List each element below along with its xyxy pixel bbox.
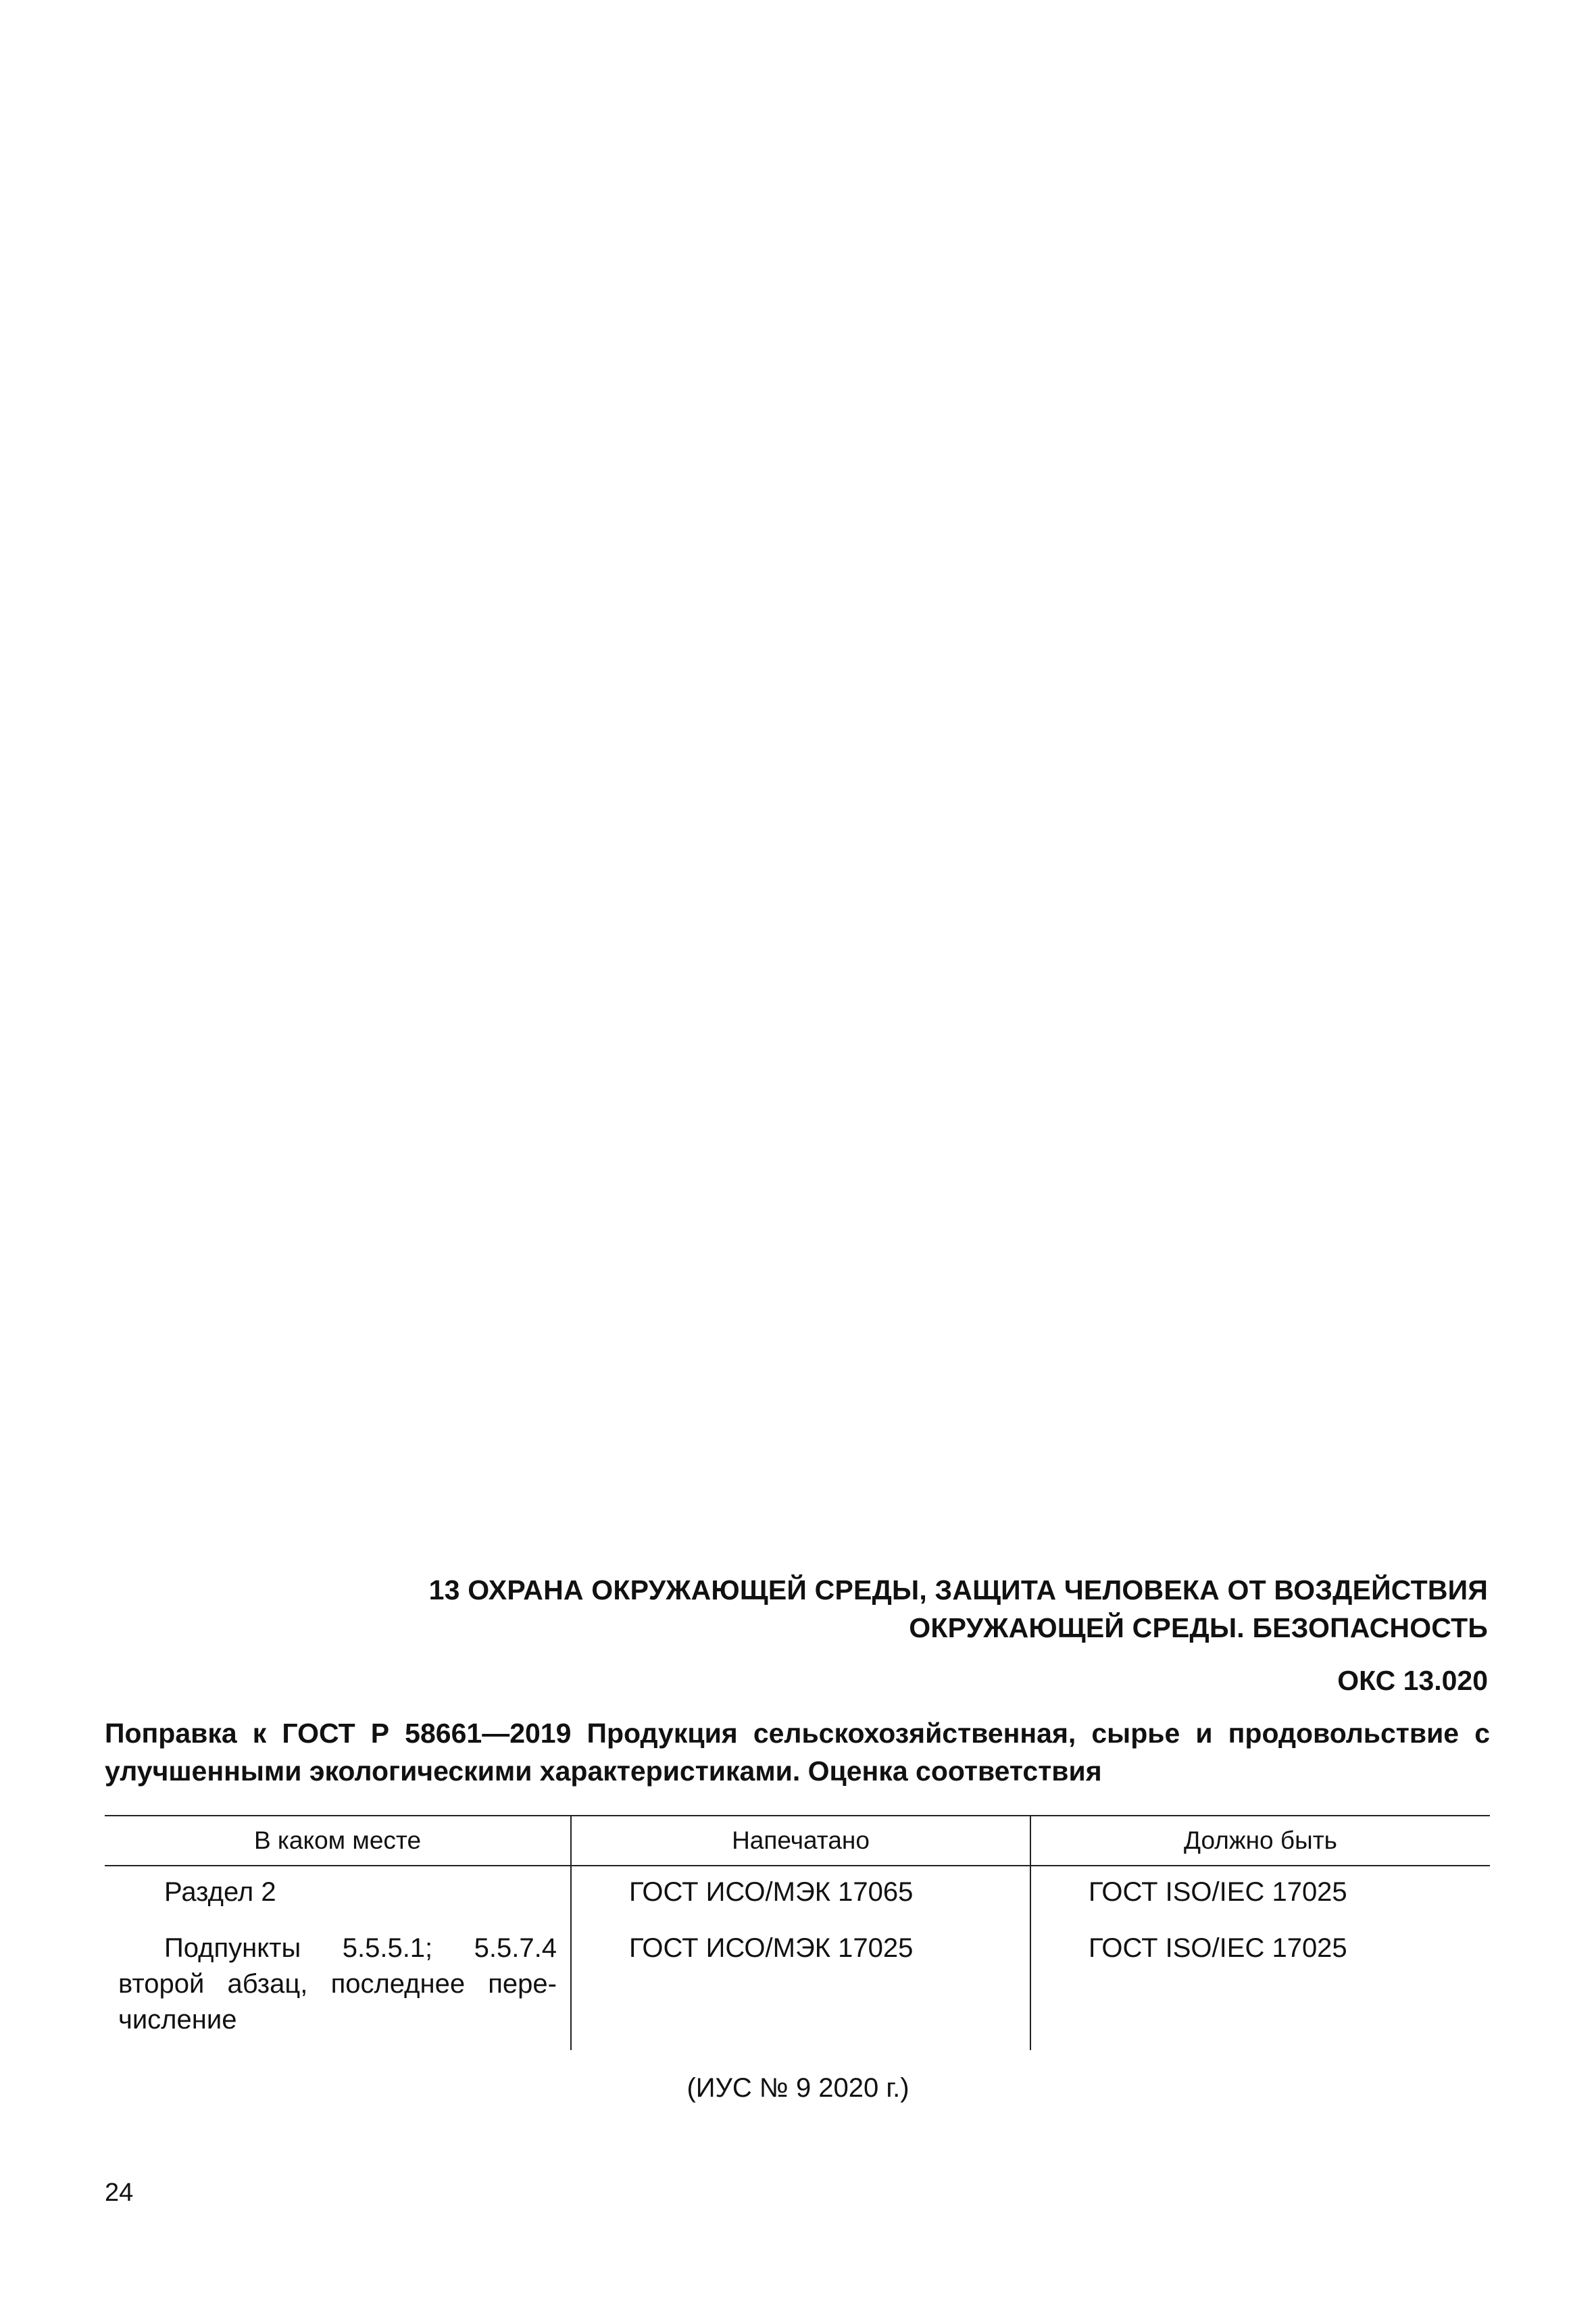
column-header-should-be: Должно быть [1030,1816,1490,1866]
table-row [105,1922,1490,2050]
cell-place-lead: Подпункты 5.5.5.1; 5.5.7.4 [164,1933,557,1963]
column-header-printed: Напечатано [571,1816,1030,1866]
section-heading-line1: 13 ОХРАНА ОКРУЖАЮЩЕЙ СРЕДЫ, ЗАЩИТА ЧЕЛОВЕКА ОТ ВОЗДЕЙСТВИЯ [428,1574,1488,1605]
source-reference: (ИУС № 9 2020 г.) [687,2073,909,2103]
section-heading [204,1571,1488,1647]
page-number: 24 [105,2179,134,2207]
corrections-table [105,1815,1490,2050]
table-row [105,1866,1490,1922]
cell-should-be: ГОСТ ISO/IEC 17025 [1030,1866,1490,1922]
cell-place: Раздел 2 [164,1877,276,1907]
table-header-row [105,1816,1490,1866]
cell-place [105,1922,571,2050]
cell-printed: ГОСТ ИСО/МЭК 17025 [571,1922,1030,2050]
column-header-place: В каком месте [105,1816,571,1866]
section-heading-line2: ОКРУЖАЮЩЕЙ СРЕДЫ. БЕЗОПАСНОСТЬ [909,1612,1488,1643]
cell-place-rest: второй абзац, последнее пере-числение [118,1969,557,2035]
cell-should-be: ГОСТ ISO/IEC 17025 [1030,1922,1490,2050]
amendment-title: Поправка к ГОСТ Р 58661—2019 Продукция сельскохозяйственная, сырье и продовольствие с улучшенными экологическими характеристиками. Оценка соответствия [105,1718,1490,1787]
oks-code: ОКС 13.020 [1337,1665,1488,1696]
cell-printed: ГОСТ ИСО/МЭК 17065 [571,1866,1030,1922]
